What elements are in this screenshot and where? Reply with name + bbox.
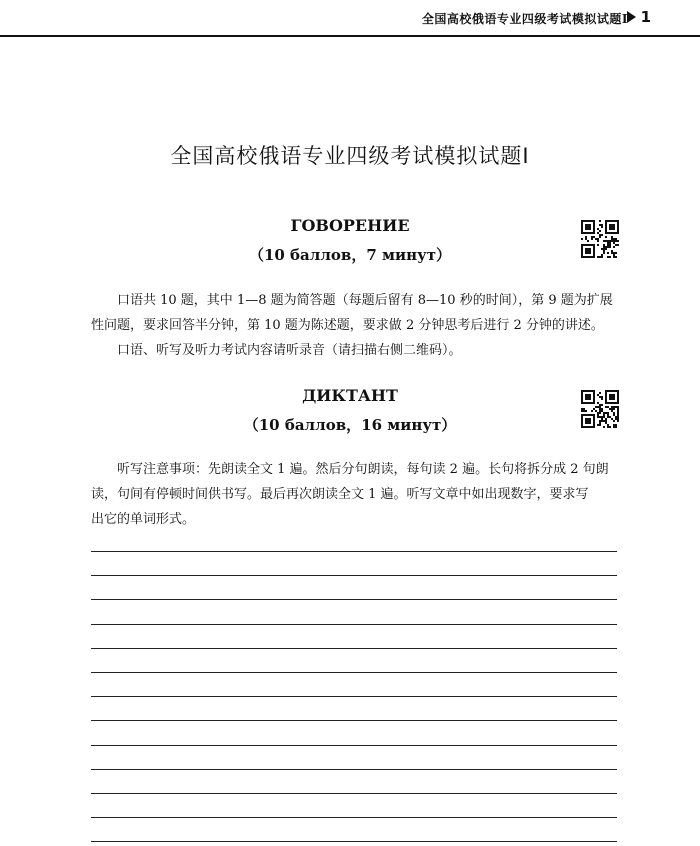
speaking-instructions [91, 288, 621, 363]
answer-line [91, 817, 617, 818]
paragraph-line: 口语、听写及听力考试内容请听录音（请扫描右侧二维码）。 [117, 343, 462, 358]
paragraph-line: 口语共 10 题，其中 1—8 题为简答题（每题后留有 8—10 秒的时间），第 9 题为扩展 [117, 293, 613, 308]
answer-line [91, 720, 617, 721]
header-rule [0, 35, 700, 37]
dictation-instructions [91, 457, 621, 532]
section-heading-dictation: ДИКТАНТ [302, 386, 398, 405]
paragraph-line: 出它的单词形式。 [91, 512, 196, 527]
answer-line [91, 599, 617, 600]
answer-line [91, 696, 617, 697]
page-number: 1 [640, 8, 651, 26]
answer-line [91, 551, 617, 552]
qr-code-icon[interactable] [581, 220, 619, 258]
section-subheading-speaking: （10 баллов，7 минут） [248, 246, 452, 264]
answer-line [91, 648, 617, 649]
answer-line [91, 745, 617, 746]
answer-line [91, 575, 617, 576]
qr-code-icon[interactable] [581, 390, 619, 428]
answer-line [91, 769, 617, 770]
section-heading-speaking: ГОВОРЕНИЕ [290, 216, 410, 235]
paragraph-line: 读，句间有停顿时间供书写。最后再次朗读全文 1 遍。听写文章中如出现数字，要求写 [91, 487, 589, 502]
running-header: 全国高校俄语专业四级考试模拟试题Ⅰ [421, 12, 628, 26]
answer-line [91, 841, 617, 842]
answer-line [91, 793, 617, 794]
paragraph-line: 性问题，要求回答半分钟，第 10 题为陈述题，要求做 2 分钟思考后进行 2 分钟的讲述。 [91, 318, 604, 333]
paragraph-line: 听写注意事项：先朗读全文 1 遍。然后分句朗读，每句读 2 遍。长句将拆分成 2 句朗 [117, 462, 609, 477]
section-subheading-dictation: （10 баллов，16 минут） [243, 416, 457, 434]
answer-line [91, 672, 617, 673]
header-arrow-icon [627, 11, 636, 23]
page-title: 全国高校俄语专业四级考试模拟试题Ⅰ [170, 144, 530, 168]
answer-line [91, 624, 617, 625]
